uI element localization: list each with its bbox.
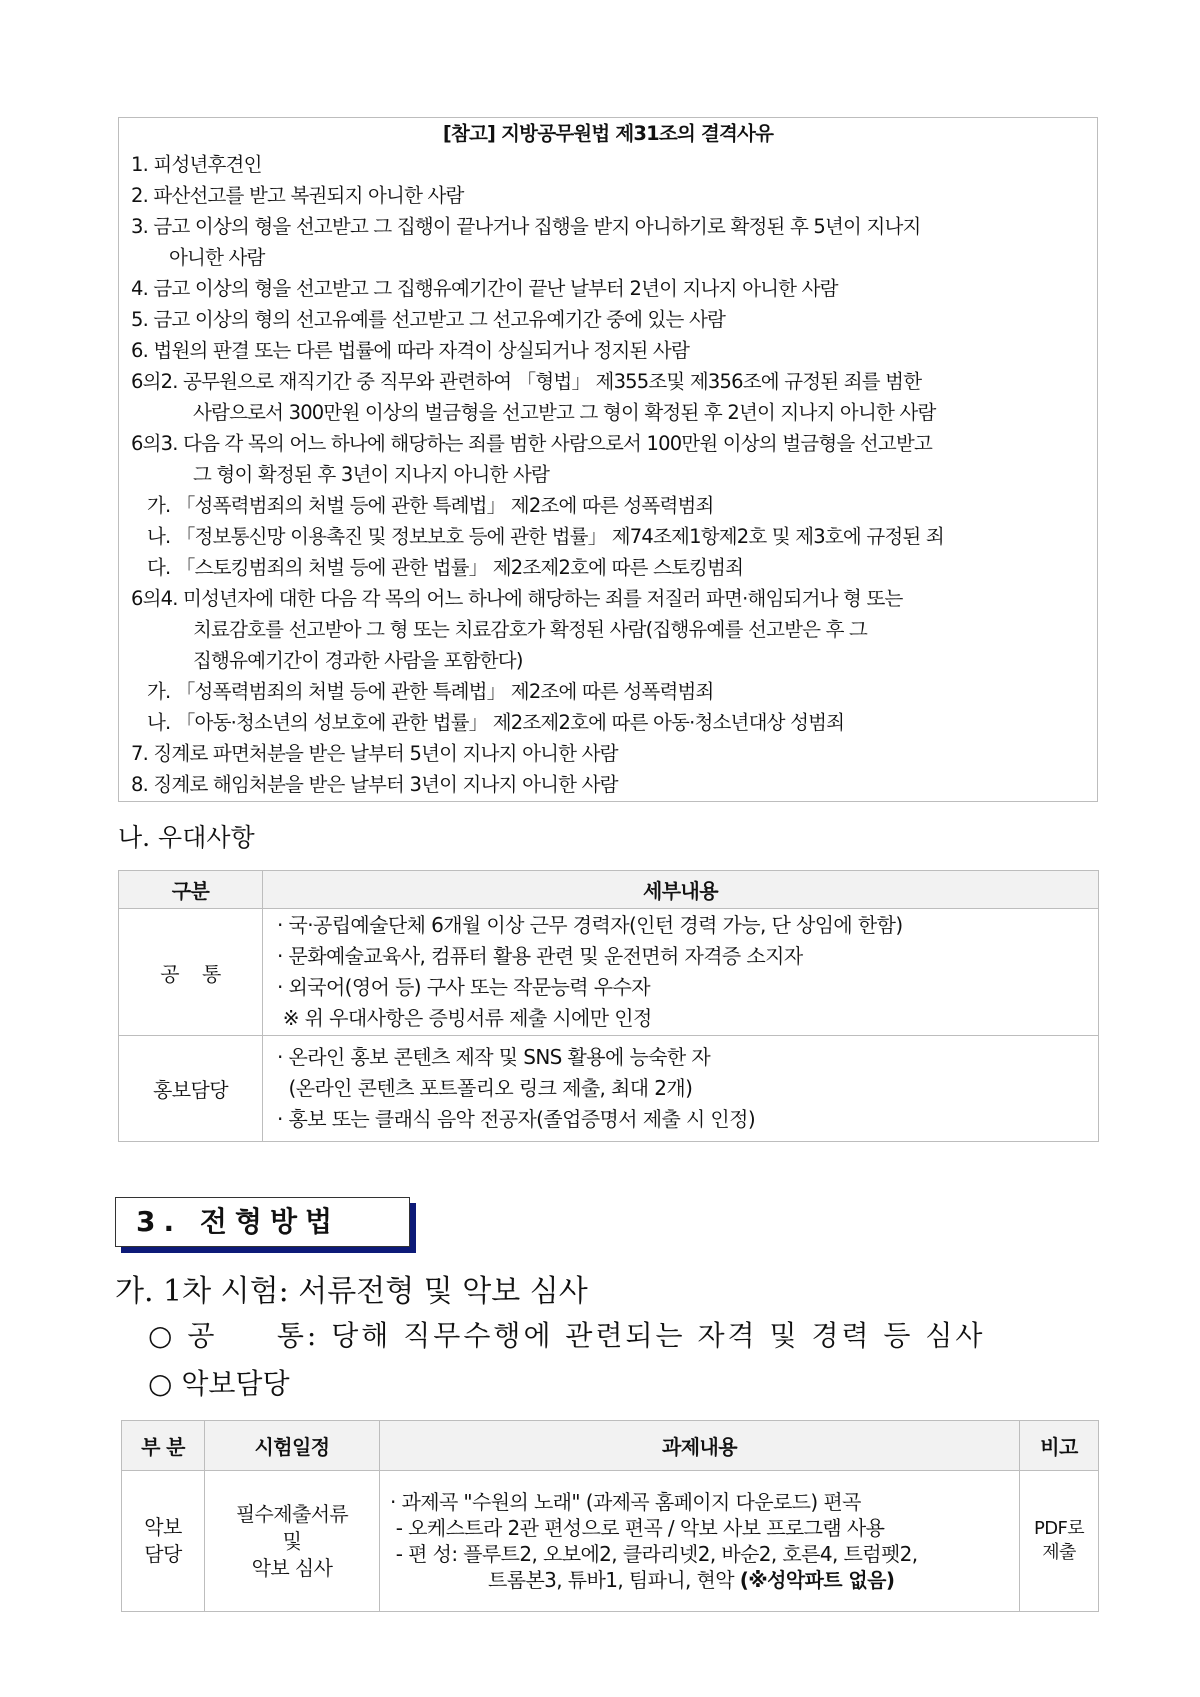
first-exam-heading: 가. 1차 시험: 서류전형 및 악보 심사	[115, 1274, 588, 1309]
bullet-score-role: ○ 악보담당	[148, 1367, 290, 1400]
exam-table	[121, 1420, 1099, 1612]
reference-line: 6. 법원의 판결 또는 다른 법률에 따라 자격이 상실되거나 정지된 사람	[131, 339, 689, 362]
row-details	[263, 909, 1099, 1036]
reference-line: 7. 징계로 파면처분을 받은 날부터 5년이 지나지 아니한 사람	[131, 742, 618, 765]
part-line: 담당	[144, 1542, 182, 1566]
detail-line: · 문화예술교육사, 컴퓨터 활용 관련 및 운전면허 자격증 소지자	[277, 944, 803, 968]
row-category: 공 통	[119, 909, 263, 1036]
detail-line: · 온라인 홍보 콘텐츠 제작 및 SNS 활용에 능숙한 자	[277, 1045, 711, 1069]
reference-line: 2. 파산선고를 받고 복권되지 아니한 사람	[131, 184, 464, 207]
reference-line: 1. 피성년후견인	[131, 153, 262, 176]
reference-line: 8. 징계로 해임처분을 받은 날부터 3년이 지나지 아니한 사람	[131, 773, 618, 796]
header-category: 구분	[119, 871, 263, 909]
table-row	[119, 1036, 1099, 1142]
reference-line: 가. 「성폭력범죄의 처벌 등에 관한 특례법」 제2조에 따른 성폭력범죄	[147, 680, 714, 703]
task-bold-note: (※성악파트 없음)	[739, 1568, 895, 1592]
header-details: 세부내용	[263, 871, 1099, 909]
detail-line: · 홍보 또는 클래식 음악 전공자(졸업증명서 제출 시 인정)	[277, 1107, 756, 1131]
task-line	[390, 1567, 1018, 1593]
reference-line: 6의3. 다음 각 목의 어느 하나에 해당하는 죄를 범한 사람으로서 100만원 이상의 벌금형을 선고받고	[131, 432, 932, 455]
preference-table	[118, 870, 1099, 1142]
detail-line: (온라인 콘텐츠 포트폴리오 링크 제출, 최대 2개)	[277, 1076, 693, 1100]
reference-line: 아니한 사람	[169, 246, 265, 269]
row-category: 홍보담당	[119, 1036, 263, 1142]
detail-line: · 외국어(영어 등) 구사 또는 작문능력 우수자	[277, 975, 650, 999]
reference-line: 치료감호를 선고받아 그 형 또는 치료감호가 확정된 사람(집행유예를 선고받은 후 그	[193, 618, 868, 641]
task-text: 트롬본3, 튜바1, 팀파니, 현악	[488, 1568, 740, 1592]
bullet-common: ○ 공 통: 당해 직무수행에 관련되는 자격 및 경력 등 심사	[148, 1319, 986, 1352]
note-line: 제출	[1042, 1542, 1076, 1563]
reference-line: 가. 「성폭력범죄의 처벌 등에 관한 특례법」 제2조에 따른 성폭력범죄	[147, 494, 714, 517]
reference-line: 3. 금고 이상의 형을 선고받고 그 집행이 끝나거나 집행을 받지 아니하기로 확정된 후 5년이 지나지	[131, 215, 921, 238]
reference-line: 4. 금고 이상의 형을 선고받고 그 집행유예기간이 끝난 날부터 2년이 지나지 아니한 사람	[131, 277, 838, 300]
header-note: 비고	[1020, 1421, 1099, 1471]
row-note	[1020, 1471, 1099, 1612]
row-tasks	[380, 1471, 1020, 1612]
reference-title: [참고] 지방공무원법 제31조의 결격사유	[442, 122, 774, 145]
part-line: 악보	[144, 1515, 182, 1539]
reference-line: 다. 「스토킹범죄의 처벌 등에 관한 법률」 제2조제2호에 따른 스토킹범죄	[147, 556, 744, 579]
table-row	[119, 909, 1099, 1036]
schedule-line: 악보 심사	[251, 1555, 333, 1580]
reference-line: 나. 「정보통신망 이용촉진 및 정보보호 등에 관한 법률」 제74조제1항제2호 및 제3호에 규정된 죄	[147, 525, 944, 548]
task-line: - 오케스트라 2관 편성으로 편곡 / 악보 사보 프로그램 사용	[390, 1516, 885, 1540]
row-schedule	[205, 1471, 380, 1612]
reference-line: 6의4. 미성년자에 대한 다음 각 목의 어느 하나에 해당하는 죄를 저질러 파면·해임되거나 형 또는	[131, 587, 903, 610]
reference-line: 집행유예기간이 경과한 사람을 포함한다)	[193, 649, 523, 672]
note-line: PDF로	[1033, 1518, 1085, 1539]
schedule-line: 및	[282, 1528, 302, 1553]
table-row	[122, 1471, 1099, 1612]
detail-line: · 국·공립예술단체 6개월 이상 근무 경력자(인턴 경력 가능, 단 상임에 한함)	[277, 913, 903, 937]
reference-line: 6의2. 공무원으로 재직기간 중 직무와 관련하여 「형법」 제355조및 제356조에 규정된 죄를 범한	[131, 370, 922, 393]
reference-line: 사람으로서 300만원 이상의 벌금형을 선고받고 그 형이 확정된 후 2년이 지나지 아니한 사람	[193, 401, 936, 424]
reference-line: 나. 「아동·청소년의 성보호에 관한 법률」 제2조제2호에 따른 아동·청소년대상 성범죄	[147, 711, 845, 734]
header-schedule: 시험일정	[205, 1421, 380, 1471]
row-part	[122, 1471, 205, 1612]
reference-line: 5. 금고 이상의 형의 선고유예를 선고받고 그 선고유예기간 중에 있는 사람	[131, 308, 726, 331]
reference-line: 그 형이 확정된 후 3년이 지나지 아니한 사람	[193, 463, 550, 486]
task-line: - 편 성: 플루트2, 오보에2, 클라리넷2, 바순2, 호른4, 트럼펫2,	[390, 1542, 918, 1566]
header-tasks: 과제내용	[380, 1421, 1020, 1471]
disqualification-reference-box	[118, 117, 1098, 802]
section-title: 3. 전형방법	[115, 1197, 410, 1247]
preference-heading: 나. 우대사항	[118, 823, 255, 852]
header-part: 부 분	[122, 1421, 205, 1471]
detail-line: ※ 위 우대사항은 증빙서류 제출 시에만 인정	[277, 1006, 652, 1030]
row-details	[263, 1036, 1099, 1142]
task-line: · 과제곡 "수원의 노래" (과제곡 홈페이지 다운로드) 편곡	[390, 1490, 861, 1514]
schedule-line: 필수제출서류	[235, 1501, 349, 1526]
